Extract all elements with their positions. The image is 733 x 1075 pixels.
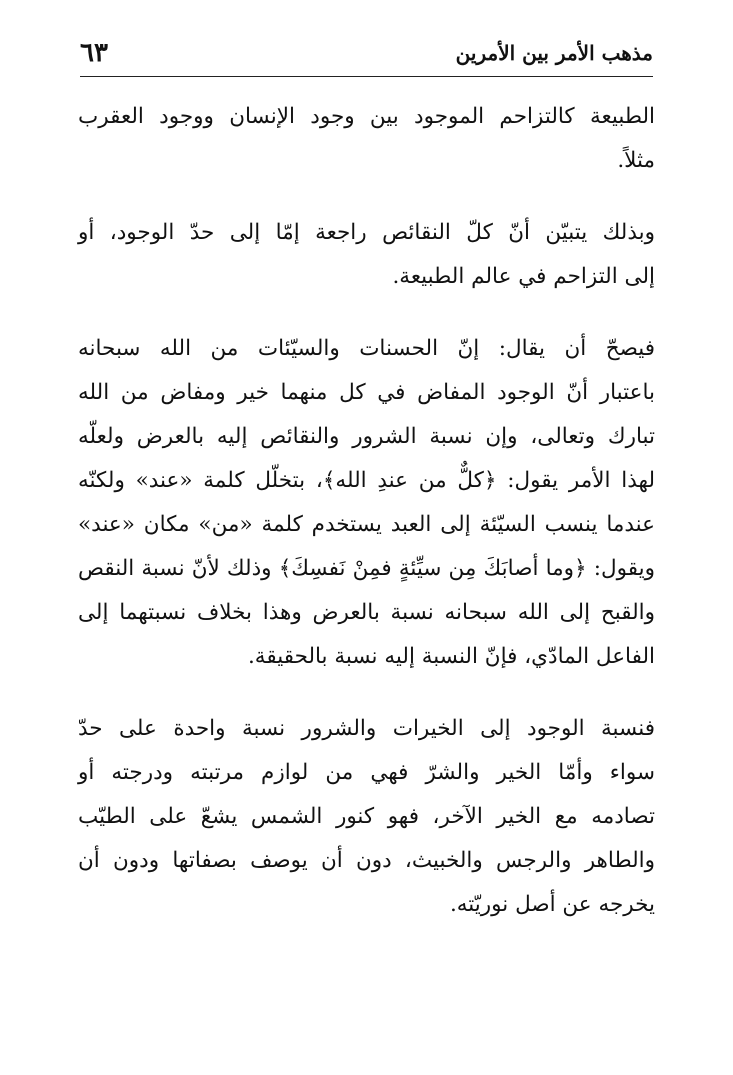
paragraph [78, 95, 655, 183]
text-line: الطبيعة كالتزاحم الموجود بين وجود الإنسان ووجود العقرب [78, 104, 655, 129]
text-line: مثلاً. [617, 148, 655, 173]
text-line: سواء وأمّا الخير والشرّ فهي من لوازم مرتبته ودرجته أو [78, 760, 655, 785]
text-line: عندما ينسب السيّئة إلى العبد يستخدم كلمة «من» مكان «عند» [78, 512, 655, 537]
paragraph [78, 327, 655, 679]
page-header [80, 38, 653, 68]
text-line: فنسبة الوجود إلى الخيرات والشرور نسبة واحدة على حدّ [78, 716, 655, 741]
text-line: ويقول: ﴿وما أصابَكَ مِن سيِّئةٍ فمِنْ نَفسِكَ﴾ وذلك لأنّ نسبة النقص [78, 556, 655, 581]
text-line: الفاعل المادّي، فإنّ النسبة إليه نسبة بالحقيقة. [247, 644, 655, 669]
running-title: مذهب الأمر بين الأمرين [455, 41, 653, 65]
header-rule [80, 76, 653, 77]
text-line: وبذلك يتبيّن أنّ كلّ النقائص راجعة إمّا إلى حدّ الوجود، أو [78, 220, 655, 245]
paragraph [78, 707, 655, 927]
paragraph [78, 211, 655, 299]
text-line: لهذا الأمر يقول: ﴿كلٌّ من عندِ الله﴾، بتخلّل كلمة «عند» ولكنّه [78, 468, 655, 493]
text-line: إلى التزاحم في عالم الطبيعة. [392, 264, 655, 289]
text-line: والقبح إلى الله سبحانه نسبة بالعرض وهذا بخلاف نسبتهما إلى [78, 600, 655, 625]
text-line: يخرجه عن أصل نوريّته. [449, 892, 655, 917]
page-number: ٦٣ [80, 38, 108, 68]
text-line: والطاهر والرجس والخبيث، دون أن يوصف بصفاتها ودون أن [78, 848, 655, 873]
text-line: تصادمه مع الخير الآخر، فهو كنور الشمس يشعّ على الطيّب [78, 804, 655, 829]
text-line: فيصحّ أن يقال: إنّ الحسنات والسيّئات من الله سبحانه [78, 336, 655, 361]
text-line: باعتبار أنّ الوجود المفاض في كل منهما خير ومفاض من الله [78, 380, 655, 405]
text-line: تبارك وتعالى، وإن نسبة الشرور والنقائص إليه بالعرض ولعلّه [78, 424, 655, 449]
body-text [78, 95, 655, 955]
